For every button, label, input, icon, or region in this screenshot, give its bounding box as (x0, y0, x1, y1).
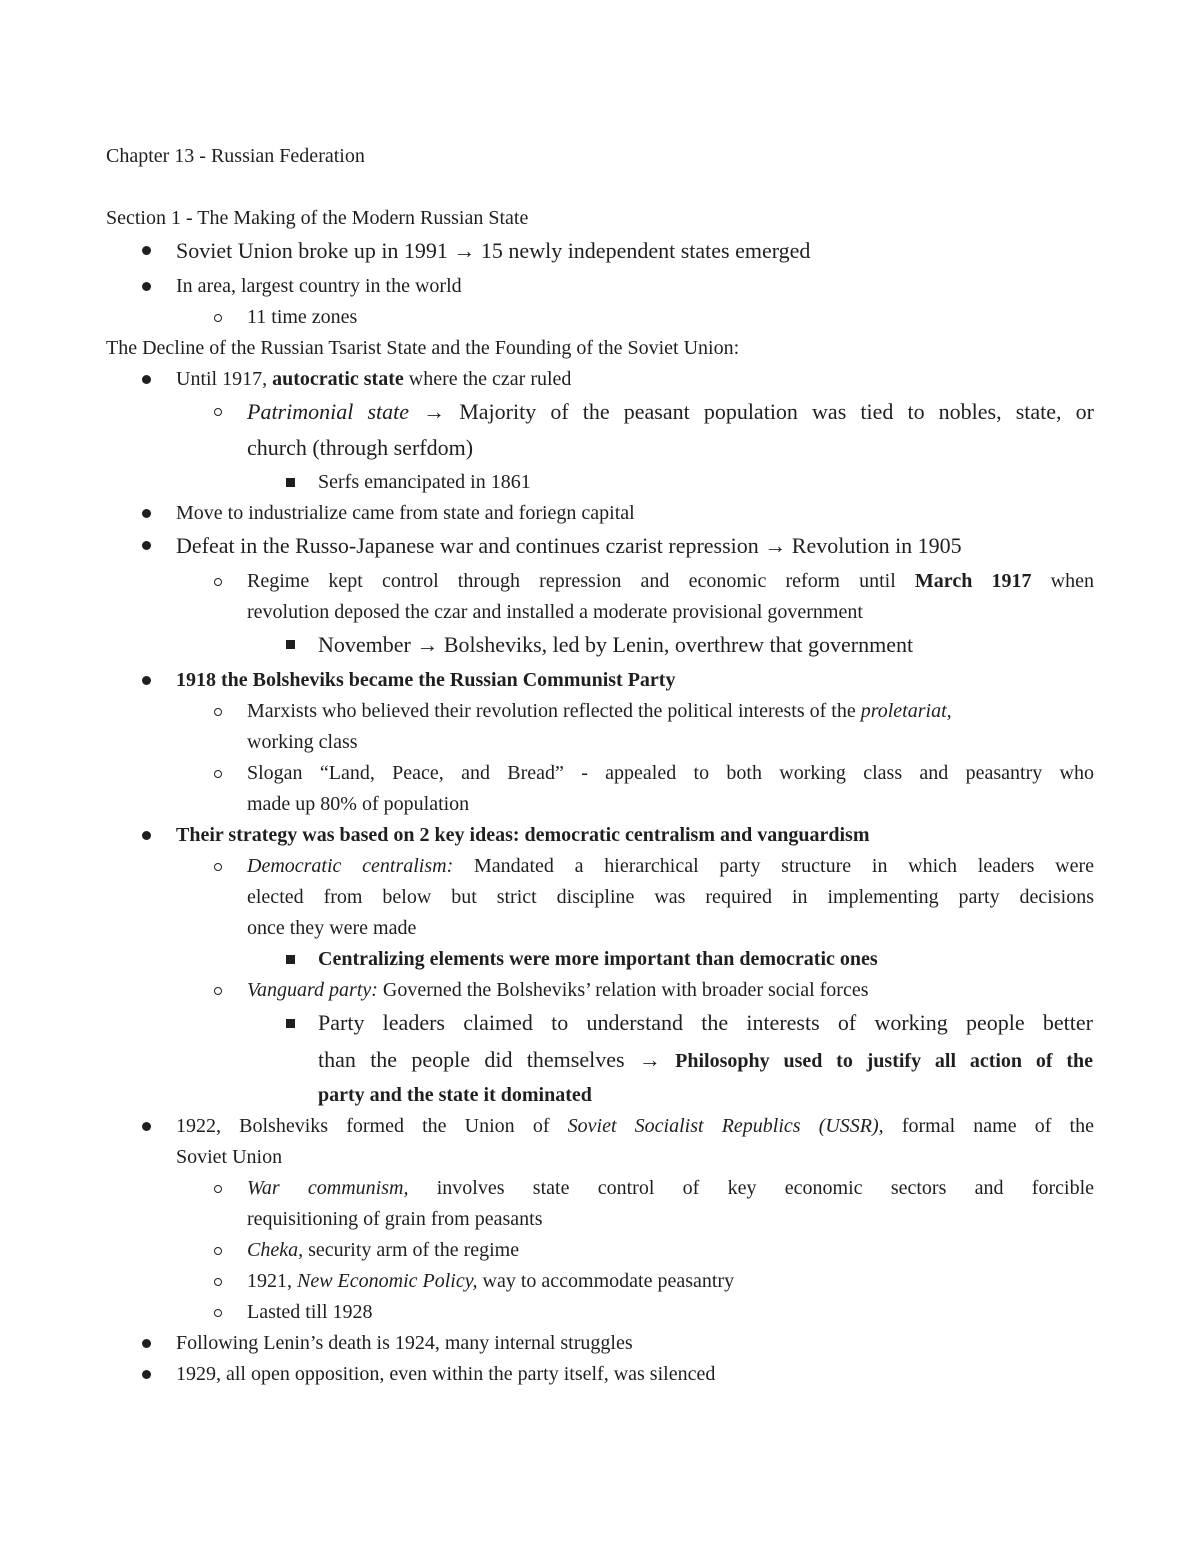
circle-bullet-icon (214, 578, 222, 586)
section-title: Section 1 - The Making of the Modern Russian State (106, 207, 529, 229)
list-item-text: Until 1917, autocratic state where the czar ruled (176, 368, 572, 390)
square-bullet-icon (286, 478, 295, 487)
list-item-text: Defeat in the Russo-Japanese war and continues czarist repression → Revolution in 1905 (176, 533, 962, 558)
list-item-text: Following Lenin’s death is 1924, many internal struggles (176, 1332, 633, 1354)
list-item-text: once they were made (247, 917, 417, 939)
list-item-text: Party leaders claimed to understand the interests of working people better (318, 1010, 1093, 1035)
list-item-text: Centralizing elements were more important than democratic ones (318, 948, 878, 970)
list-item-text: party and the state it dominated (318, 1084, 592, 1106)
list-item-text: War communism, involves state control of key economic sectors and forcible (247, 1177, 1094, 1199)
bullet-icon (142, 676, 151, 685)
list-item-text: Regime kept control through repression and economic reform until March 1917 when (247, 570, 1094, 592)
bullet-icon (142, 509, 151, 518)
list-item-text: November → Bolsheviks, led by Lenin, overthrew that government (318, 632, 914, 657)
circle-bullet-icon (214, 863, 222, 871)
square-bullet-icon (286, 955, 295, 964)
bullet-icon (142, 282, 151, 291)
list-item-text: requisitioning of grain from peasants (247, 1208, 543, 1230)
list-item-text: 1929, all open opposition, even within the party itself, was silenced (176, 1363, 716, 1385)
subheading: The Decline of the Russian Tsarist State and the Founding of the Soviet Union: (106, 337, 740, 359)
circle-bullet-icon (214, 1309, 222, 1317)
list-item-text: In area, largest country in the world (176, 275, 462, 297)
circle-bullet-icon (214, 1185, 222, 1193)
list-item-text: Soviet Union (176, 1146, 283, 1168)
list-item-text: 1921, New Economic Policy, way to accommodate peasantry (247, 1270, 735, 1292)
square-bullet-icon (286, 1019, 295, 1028)
list-item-text: Soviet Union broke up in 1991 → 15 newly independent states emerged (176, 238, 811, 263)
circle-bullet-icon (214, 1278, 222, 1286)
bullet-icon (142, 1122, 151, 1131)
list-item-text: made up 80% of population (247, 793, 470, 815)
list-item-text: Slogan “Land, Peace, and Bread” - appealed to both working class and peasantry who (247, 762, 1094, 784)
bullet-icon (142, 541, 151, 550)
list-item-text: 1918 the Bolsheviks became the Russian Communist Party (176, 669, 676, 691)
list-item-text: Their strategy was based on 2 key ideas: democratic centralism and vanguardism (176, 824, 870, 846)
list-item-text: 11 time zones (247, 306, 358, 328)
bullet-icon (142, 1339, 151, 1348)
circle-bullet-icon (214, 708, 222, 716)
circle-bullet-icon (214, 1247, 222, 1255)
list-item-text: Marxists who believed their revolution reflected the political interests of the proletariat, (247, 700, 952, 722)
list-item-text: revolution deposed the czar and installed a moderate provisional government (247, 601, 863, 623)
list-item-text: than the people did themselves → Philosophy used to justify all action of the (318, 1047, 1093, 1072)
list-item-text: Serfs emancipated in 1861 (318, 471, 531, 493)
circle-bullet-icon (214, 314, 222, 322)
list-item-text: Democratic centralism: Mandated a hierarchical party structure in which leaders were (247, 855, 1094, 877)
list-item-text: 1922, Bolsheviks formed the Union of Soviet Socialist Republics (USSR), formal name of the (176, 1115, 1094, 1137)
square-bullet-icon (286, 640, 295, 649)
list-item-text: elected from below but strict discipline was required in implementing party decisions (247, 886, 1094, 908)
circle-bullet-icon (214, 987, 222, 995)
list-item-text: Move to industrialize came from state and foriegn capital (176, 502, 635, 524)
list-item-text: Vanguard party: Governed the Bolsheviks’ relation with broader social forces (247, 979, 869, 1001)
bullet-icon (142, 246, 151, 255)
list-item-text: church (through serfdom) (247, 435, 474, 460)
list-item-text: working class (247, 731, 358, 753)
list-item-text: Patrimonial state → Majority of the peasant population was tied to nobles, state, or (247, 399, 1094, 424)
list-item-text: Lasted till 1928 (247, 1301, 373, 1323)
chapter-title: Chapter 13 - Russian Federation (106, 145, 365, 167)
bullet-icon (142, 831, 151, 840)
list-item-text: Cheka, security arm of the regime (247, 1239, 520, 1261)
bullet-icon (142, 1370, 151, 1379)
circle-bullet-icon (214, 408, 222, 416)
bullet-icon (142, 375, 151, 384)
circle-bullet-icon (214, 770, 222, 778)
